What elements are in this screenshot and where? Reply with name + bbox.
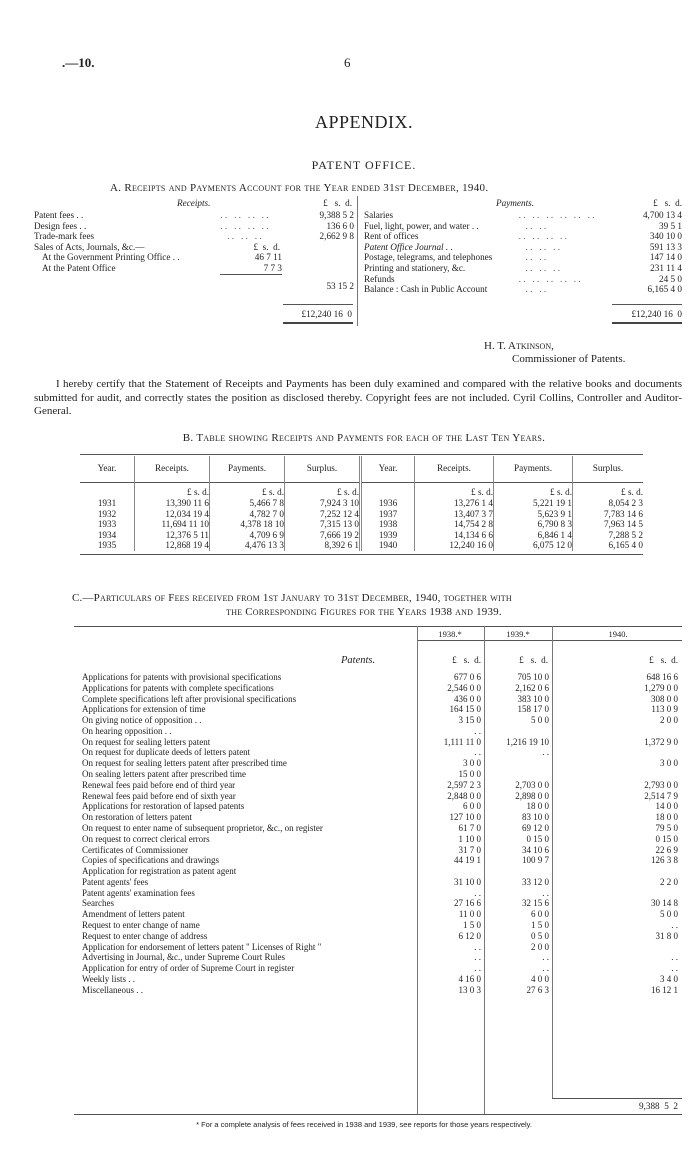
payment-row <box>364 274 682 285</box>
fee-1939: 83 10 0 <box>522 812 549 823</box>
receipts-label: Receipts. <box>177 198 211 208</box>
leader-dots: . . . . . . . . <box>518 231 567 242</box>
surplus-cell: 7,963 14 5 <box>603 519 643 530</box>
receipt-amount: 2,662 9 8 <box>319 231 354 242</box>
leader-dots: . . . . <box>518 252 547 263</box>
fee-label: Patent agents' examination fees <box>82 887 195 898</box>
fee-1938: 6 0 0 <box>463 801 481 812</box>
fee-1940: 113 0 9 <box>651 704 678 715</box>
table-row <box>80 530 643 541</box>
receipts-cell: 14,754 2 8 <box>415 519 494 530</box>
col-header: Year. <box>80 456 135 482</box>
payments-cell: 4,709 6 9 <box>210 530 285 541</box>
payments-cell: 4,782 7 0 <box>210 509 285 520</box>
fee-1939: . . <box>542 747 549 758</box>
table-row <box>82 726 682 737</box>
receipt-row <box>34 274 354 292</box>
table-row <box>82 823 682 834</box>
payment-label: Printing and stationery, &c. <box>364 262 466 273</box>
fee-1940: 30 14 8 <box>651 898 678 909</box>
payment-row <box>364 284 682 295</box>
fee-1940: . . <box>671 952 678 963</box>
leader-dots: . . . . . . <box>518 241 560 252</box>
receipts-lsd-header: £ s. d. <box>323 198 352 208</box>
table-row <box>82 898 682 909</box>
payments-cell: 6,790 8 3 <box>494 519 573 530</box>
section-c-heading-line1: C.—Particulars of Fees received from 1st January to 31st December, 1940, together with <box>72 592 512 604</box>
fee-1938: 1 10 0 <box>458 833 481 844</box>
fee-1939 <box>484 726 552 737</box>
table-row <box>82 845 682 856</box>
surplus-cell: 7,924 3 10 <box>285 498 361 509</box>
fee-label: On restoration of letters patent <box>82 812 192 823</box>
fee-label: On request to correct clerical errors <box>82 833 210 844</box>
fee-label: Applications for extension of time <box>82 704 206 715</box>
year-col-1939: 1939.* <box>506 629 530 639</box>
fee-1938: . . <box>474 747 481 758</box>
fee-1938: 164 15 0 <box>449 704 481 715</box>
year-cell: 1932 <box>80 509 135 520</box>
year-cell: 1935 <box>80 540 135 551</box>
fee-label: Renewal fees paid before end of third year <box>82 779 236 790</box>
fee-1940: 22 6 9 <box>655 844 678 855</box>
surplus-cell: 7,252 12 4 <box>285 509 361 520</box>
table-row <box>82 985 682 996</box>
col-header: Year. <box>361 456 415 482</box>
fee-label: Application for registration as patent agent <box>82 866 237 877</box>
table-row <box>82 909 682 920</box>
payment-amount: 340 10 0 <box>649 231 682 242</box>
fee-1940 <box>552 769 682 780</box>
surplus-cell: 8,054 2 3 <box>608 498 643 508</box>
fee-1939: 100 9 7 <box>522 855 549 866</box>
fee-label: On request for duplicate deeds of letters patent <box>82 747 251 758</box>
table-row <box>82 769 682 780</box>
receipts-cell: 13,276 1 4 <box>415 498 494 509</box>
fee-1940: 0 15 0 <box>655 833 678 844</box>
table-row <box>82 834 682 845</box>
fee-1940: 3 4 0 <box>660 973 678 984</box>
fee-1940: 3 0 0 <box>660 758 678 769</box>
fee-1939: 4 0 0 <box>531 973 549 984</box>
payments-cell: 6,846 1 4 <box>494 530 573 541</box>
lsd-header: £ s. d. <box>285 482 361 498</box>
fee-1939: 32 15 6 <box>522 898 549 909</box>
fee-1939: 158 17 0 <box>517 704 549 715</box>
payment-amount: 4,700 13 4 <box>642 210 682 220</box>
receipt-row <box>34 221 354 232</box>
leader-dots: . . . . . . . . <box>220 220 269 231</box>
payments-label: Payments. <box>496 198 535 208</box>
fee-1940: 14 0 0 <box>655 801 678 812</box>
fee-1940 <box>552 866 682 877</box>
fee-label: Applications for patents with complete specifications <box>82 682 274 693</box>
table-row <box>82 963 682 974</box>
fee-1938: 436 0 0 <box>454 693 481 704</box>
leader-dots: . . . . <box>518 220 547 231</box>
fee-1940: . . <box>671 919 678 930</box>
fee-1938: . . <box>474 963 481 974</box>
receipt-row <box>34 210 354 221</box>
surplus-cell: 8,392 6 1 <box>285 540 361 551</box>
receipts-cell: 12,868 19 4 <box>135 540 210 551</box>
fee-1939: 2,162 0 6 <box>515 682 549 693</box>
fee-1938: . . <box>474 952 481 963</box>
receipts-cell: 12,376 5 11 <box>135 530 210 541</box>
fee-1940: 648 16 6 <box>646 672 678 682</box>
lsd-header: £ s. d. <box>415 482 494 498</box>
fee-1940: 2,793 0 0 <box>644 779 678 790</box>
receipt-row <box>34 263 354 274</box>
receipt-label: At the Government Printing Office . . <box>42 252 180 263</box>
receipts-cell: 12,240 16 0 <box>415 540 494 551</box>
table-row <box>82 801 682 812</box>
table-row <box>82 931 682 942</box>
fee-label: On hearing opposition . . <box>82 725 172 736</box>
patents-subheading: Patents. <box>341 655 376 666</box>
fee-1940: 2 2 0 <box>660 876 678 887</box>
payment-label: Patent Office Journal . . <box>364 241 453 252</box>
fee-1938: 2,848 0 0 <box>447 790 481 801</box>
fee-label: On request for sealing letters patent <box>82 736 211 747</box>
payments-cell: 4,476 13 3 <box>210 540 285 551</box>
col-header: Payments. <box>210 456 285 482</box>
fee-label: On giving notice of opposition . . <box>82 715 202 726</box>
table-row <box>82 855 682 866</box>
fee-1939: . . <box>542 887 549 898</box>
fee-label: Renewal fees paid before end of sixth year <box>82 790 236 801</box>
table-row <box>82 780 682 791</box>
fee-1938: . . <box>474 725 481 736</box>
footnote: * For a complete analysis of fees received in 1938 and 1939, see reports for those years respectively. <box>196 1120 532 1129</box>
receipt-row <box>34 231 354 242</box>
receipt-row <box>34 242 354 253</box>
fee-1938: 4 16 0 <box>458 973 481 984</box>
fee-1938: 61 7 0 <box>458 822 481 833</box>
payment-row <box>364 242 682 253</box>
table-row <box>82 704 682 715</box>
office-heading: PATENT OFFICE. <box>311 158 417 172</box>
fee-label: Amendment of letters patent <box>82 909 185 920</box>
payment-label: Salaries <box>364 210 394 220</box>
fee-label: Application for endorsement of letters patent " Licenses of Right " <box>82 941 322 952</box>
fee-1940: 2,514 7 9 <box>644 790 678 801</box>
fee-label: Searches <box>82 898 114 909</box>
fee-label: Application for entry of order of Supreme Court in register <box>82 963 295 974</box>
lsd-header-1938: £ s. d. <box>452 655 481 665</box>
table-row <box>82 920 682 931</box>
receipt-amount: 9,388 5 2 <box>319 210 354 220</box>
fee-1938: 13 0 3 <box>458 984 481 995</box>
fee-1939: 383 10 0 <box>517 693 549 704</box>
table-row <box>82 737 682 748</box>
ten-year-table <box>80 456 643 551</box>
payments-cell: 5,623 9 1 <box>494 509 573 520</box>
fee-1939: 0 5 0 <box>531 930 549 941</box>
fee-label: Applications for patents with provisional specifications <box>82 672 282 682</box>
receipts-cell: 13,407 3 7 <box>415 509 494 520</box>
fee-1938: 677 0 6 <box>454 672 481 682</box>
year-cell: 1938 <box>361 519 415 530</box>
fee-1940: 126 3 8 <box>651 855 678 866</box>
table-header-row <box>80 456 643 482</box>
fee-1938: 11 0 0 <box>458 909 481 920</box>
receipt-row <box>34 252 354 263</box>
leader-dots: . . . . . . <box>518 262 560 273</box>
payment-amount: 147 14 0 <box>649 252 682 263</box>
lsd-header-1940: £ s. d. <box>649 655 678 665</box>
fee-1939: 5 0 0 <box>531 715 549 726</box>
year-cell: 1939 <box>361 530 415 541</box>
fee-1939: 34 10 6 <box>522 844 549 855</box>
year-cell: 1937 <box>361 509 415 520</box>
fee-label: Certificates of Commissioner <box>82 844 188 855</box>
table-row <box>82 974 682 985</box>
col-header: Receipts. <box>135 456 210 482</box>
payment-row <box>364 221 682 232</box>
table-row <box>80 519 643 530</box>
fee-1940: 79 5 0 <box>655 822 678 833</box>
surplus-cell: 7,288 5 2 <box>608 529 643 540</box>
leader-dots: . . . . . . <box>220 231 262 242</box>
receipts-cell: 14,134 6 6 <box>415 530 494 541</box>
fee-1939: 705 10 0 <box>517 672 549 682</box>
receipt-amount: 53 15 2 <box>326 281 354 292</box>
fee-1938: 6 12 0 <box>458 930 481 941</box>
table-row <box>82 812 682 823</box>
table-row <box>80 509 643 520</box>
fee-1940: . . <box>671 963 678 974</box>
table-row <box>80 498 643 509</box>
receipts-table <box>34 210 354 292</box>
fee-1938: 31 10 0 <box>454 876 481 887</box>
payment-label: Rent of offices <box>364 231 419 242</box>
payment-row <box>364 231 682 242</box>
payment-amount: 39 5 1 <box>659 220 682 231</box>
fee-1939 <box>484 758 552 769</box>
lsd-header-1939: £ s. d. <box>519 655 548 665</box>
table-row <box>82 672 682 683</box>
table-row <box>80 540 643 551</box>
col-header: Surplus. <box>285 456 361 482</box>
fee-label: On request to enter name of subsequent proprietor, &c., on register <box>82 822 323 833</box>
col-header: Receipts. <box>415 456 494 482</box>
fee-1940: 1,279 0 0 <box>644 682 678 693</box>
receipt-label: Trade-mark fees <box>34 231 95 242</box>
table-row <box>82 866 682 877</box>
fee-label: Patent agents' fees <box>82 876 149 887</box>
fee-1940: 18 0 0 <box>655 812 678 823</box>
fee-1938: 2,546 0 0 <box>447 682 481 693</box>
payments-lsd-header: £ s. d. <box>653 198 682 208</box>
fee-1939: 33 12 0 <box>522 876 549 887</box>
fee-label: On sealing letters patent after prescribed time <box>82 769 246 780</box>
receipt-sub-amount: 7 7 3 <box>220 263 282 274</box>
table-row <box>82 791 682 802</box>
year-cell: 1934 <box>80 530 135 541</box>
surplus-cell: 6,165 4 0 <box>608 540 643 551</box>
payment-amount: 231 11 4 <box>650 262 682 273</box>
payment-label: Refunds <box>364 273 395 284</box>
receipts-cell: 12,034 19 4 <box>135 509 210 520</box>
fee-1939: 18 0 0 <box>526 801 549 812</box>
table-row <box>82 715 682 726</box>
fee-1940: 308 0 0 <box>651 693 678 704</box>
col-header: Payments. <box>494 456 573 482</box>
receipts-cell: 13,390 11 6 <box>135 498 210 509</box>
lsd-header: £ s. d. <box>494 482 573 498</box>
payments-cell: 5,466 7 8 <box>210 498 285 509</box>
page-number: 6 <box>344 55 351 70</box>
fee-label: Applications for restoration of lapsed patents <box>82 801 245 812</box>
fee-label: Request to enter change of address <box>82 930 208 941</box>
payments-cell: 6,075 12 0 <box>494 540 573 551</box>
lsd-header: £ s. d. <box>210 482 285 498</box>
payment-amount: 591 13 3 <box>649 241 682 252</box>
fee-1939: . . <box>542 963 549 974</box>
payment-row <box>364 263 682 274</box>
fee-1939: 69 12 0 <box>522 822 549 833</box>
fee-1939: 1,216 19 10 <box>506 736 549 747</box>
payment-label: Balance : Cash in Public Account <box>364 284 488 295</box>
fees-table <box>82 672 682 995</box>
fee-1938: 44 19 1 <box>454 855 481 866</box>
signature-title: Commissioner of Patents. <box>512 353 626 365</box>
payment-label: Fuel, light, power, and water . . <box>364 220 479 231</box>
table-row <box>82 952 682 963</box>
receipt-sub-amount: 46 7 11 <box>254 252 282 263</box>
fee-1940: 31 8 0 <box>655 930 678 941</box>
year-cell: 1936 <box>361 498 415 509</box>
fee-label: Miscellaneous . . <box>82 984 143 995</box>
receipt-amount: 136 6 0 <box>326 220 354 231</box>
fee-1938: 2,597 2 3 <box>447 779 481 790</box>
fee-1939 <box>484 769 552 780</box>
fee-label: Copies of specifications and drawings <box>82 855 219 866</box>
leader-dots: . . . . . . . . <box>220 210 269 220</box>
fee-1938: 1,111 11 0 <box>443 736 481 747</box>
payments-total: £12,240 16 0 <box>631 309 682 319</box>
fee-label: Advertising in Journal, &c., under Supreme Court Rules <box>82 952 285 963</box>
leader-dots: . . . . . . . . . . <box>518 273 581 284</box>
fee-1940 <box>552 747 682 758</box>
section-c-heading-line2: the Corresponding Figures for the Years 1938 and 1939. <box>226 606 502 618</box>
table-row <box>82 747 682 758</box>
fee-label: On request for sealing letters patent after prescribed time <box>82 758 287 769</box>
fee-1938 <box>417 866 484 877</box>
surplus-cell: 7,666 19 2 <box>285 530 361 541</box>
lsd-header: £ s. d. <box>621 487 643 498</box>
payment-amount: 6,165 4 0 <box>647 284 682 295</box>
year-cell: 1931 <box>80 498 135 509</box>
fee-1940: 16 12 1 <box>651 984 678 995</box>
sub-lsd-header: £ s. d. <box>253 242 280 252</box>
fee-1939: 2,703 0 0 <box>515 779 549 790</box>
fee-1939: . . <box>542 952 549 963</box>
lsd-header: £ s. d. <box>135 482 210 498</box>
fee-1939: 0 15 0 <box>526 833 549 844</box>
fee-1938: 1 5 0 <box>463 919 481 930</box>
receipt-label: Design fees . . <box>34 220 87 231</box>
payment-label: Postage, telegrams, and telephones <box>364 252 493 263</box>
receipts-total: £12,240 16 0 <box>301 309 352 319</box>
fee-1939: 6 0 0 <box>531 909 549 920</box>
surplus-cell: 7,783 14 6 <box>603 508 643 519</box>
fee-1938: 15 0 0 <box>458 769 481 780</box>
appendix-title: APPENDIX. <box>314 112 413 132</box>
receipt-label: Patent fees . . <box>34 210 84 220</box>
receipts-cell: 11,694 11 10 <box>135 519 210 530</box>
table-row <box>82 758 682 769</box>
payments-cell: 4,378 18 10 <box>210 519 285 530</box>
surplus-cell: 7,315 13 0 <box>285 519 361 530</box>
leader-dots: . . . . <box>518 284 547 295</box>
year-col-1938: 1938.* <box>438 629 462 639</box>
fee-1940: 5 0 0 <box>660 909 678 920</box>
fee-1940 <box>552 942 682 953</box>
fee-1938: . . <box>474 887 481 898</box>
fee-1938: 31 7 0 <box>458 844 481 855</box>
payments-cell: 5,221 19 1 <box>494 498 573 509</box>
fee-1939 <box>484 866 552 877</box>
fee-1940 <box>552 726 682 737</box>
audit-certificate: I hereby certify that the Statement of Receipts and Payments has been duly examined and compared with the relative books and documents submitted for audit, and correctly states the position as disclosed thereby. Copyright fees are not included. Cyril Collins, Controller and Auditor-General. <box>34 378 682 417</box>
section-b-heading: B. Table showing Receipts and Payments for each of the Last Ten Years. <box>182 432 546 444</box>
table-row <box>82 877 682 888</box>
table-row <box>82 942 682 953</box>
fee-1940: 1,372 9 0 <box>644 736 678 747</box>
year-col-1940: 1940. <box>608 629 628 639</box>
col-header: Surplus. <box>592 463 624 474</box>
fee-1940 <box>552 888 682 899</box>
year-cell: 1940 <box>361 540 415 551</box>
receipt-label: Sales of Acts, Journals, &c.— <box>34 241 145 252</box>
fees-total-1940: 9,388 5 2 <box>638 1101 678 1111</box>
fee-1938: 3 0 0 <box>463 758 481 769</box>
fee-1939: 2 0 0 <box>531 941 549 952</box>
signature-name: H. T. Atkinson, <box>484 340 554 352</box>
table-row <box>82 694 682 705</box>
fee-1939: 1 5 0 <box>531 919 549 930</box>
payment-row <box>364 210 682 221</box>
fee-1940: 2 0 0 <box>660 715 678 726</box>
payment-amount: 24 5 0 <box>659 273 682 284</box>
fee-label: Complete specifications left after provisional specifications <box>82 693 297 704</box>
lsd-row <box>80 482 643 498</box>
year-cell: 1933 <box>80 519 135 530</box>
page-reference: .—10. <box>62 55 95 70</box>
fee-1939: 27 6 3 <box>526 984 549 995</box>
fee-1938: 3 15 0 <box>458 715 481 726</box>
table-row <box>82 888 682 899</box>
leader-dots: . . . . . . . . . . . . <box>518 210 595 220</box>
fee-label: Request to enter change of name <box>82 919 200 930</box>
fee-1938: . . <box>474 941 481 952</box>
receipt-label: At the Patent Office <box>42 263 116 274</box>
fee-1939: 2,898 0 0 <box>515 790 549 801</box>
fee-1938: 27 16 6 <box>454 898 481 909</box>
payments-table <box>364 210 682 295</box>
fee-label: Weekly lists . . <box>82 973 136 984</box>
table-row <box>82 683 682 694</box>
fee-1938: 127 10 0 <box>449 812 481 823</box>
section-a-heading: A. Receipts and Payments Account for the Year ended 31st December, 1940. <box>110 182 489 194</box>
payment-row <box>364 252 682 263</box>
